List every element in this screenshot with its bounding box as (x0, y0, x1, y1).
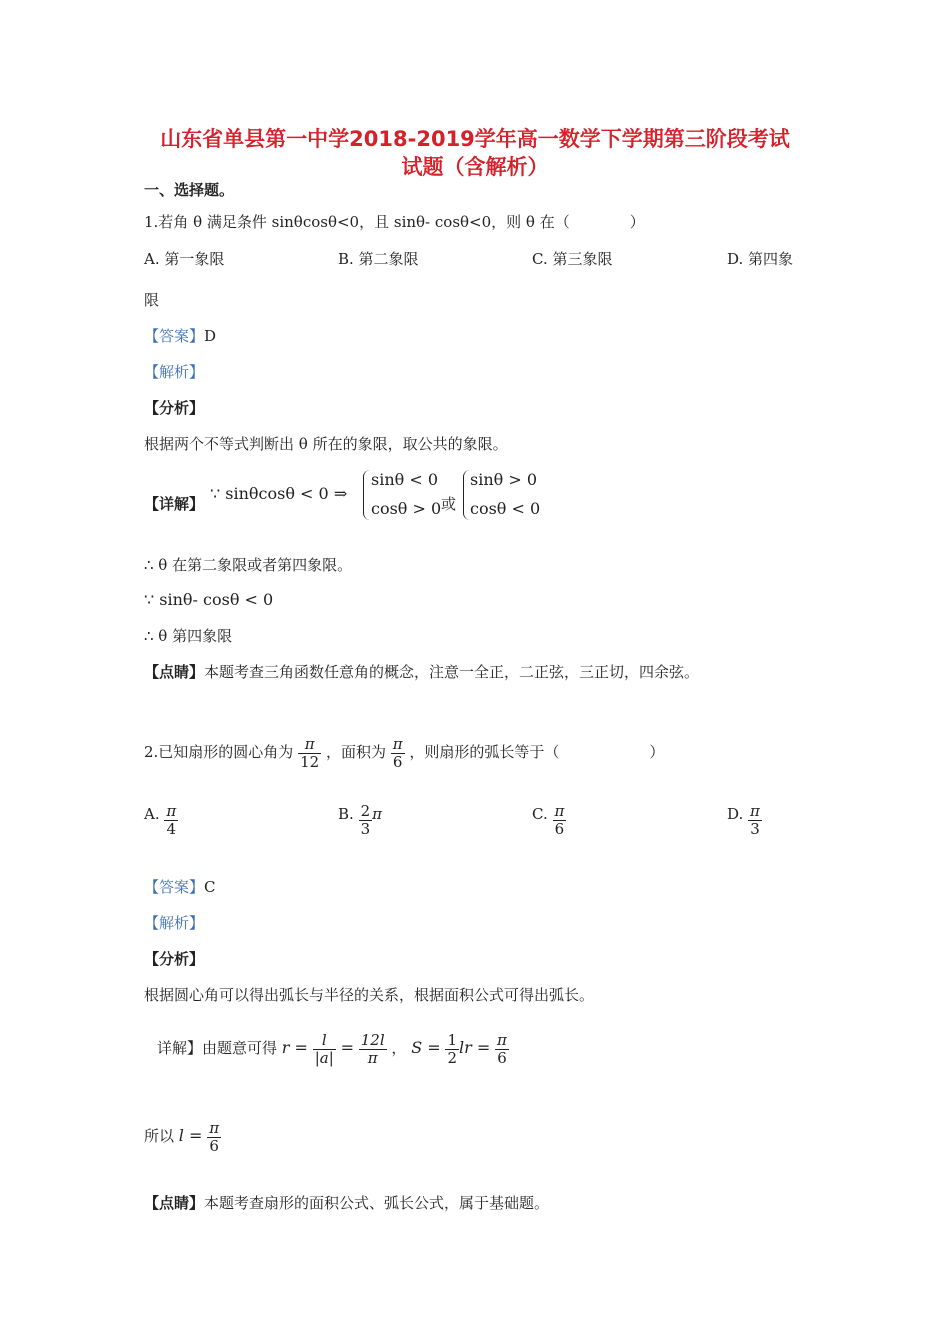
q1-case2-line2: cosθ < 0 (470, 499, 541, 518)
q2-detail-label: 详解】由题意可得 (157, 1039, 278, 1057)
comment-label: 【点睛】 (144, 1194, 205, 1212)
q1-case2-line1: sinθ > 0 (470, 470, 538, 489)
q1-case2-brace (463, 470, 470, 520)
q1-case1-line1: sinθ < 0 (371, 470, 439, 489)
q1-option-d: D. 第四象 (727, 250, 794, 268)
q2-option-d: D. $\frac{\pi}{3}$ (727, 802, 760, 838)
q2-area-fraction: $\frac{\pi}{6}$ (392, 734, 403, 771)
doc-title-line2: 试题（含解析） (401, 155, 549, 179)
q1-or-text: 或 (441, 495, 457, 513)
q2-detail-frac4: $\frac{\pi}{6}$ (497, 1030, 507, 1067)
q2-fenxi-label: 【分析】 (144, 950, 205, 968)
q2-detail-frac2: $\frac{12l}{\pi}$ (360, 1030, 385, 1067)
answer-label: 【答案】 (144, 878, 205, 896)
q2-option-c: C. $\frac{\pi}{6}$ (532, 802, 565, 838)
q1-case1-line2: cosθ > 0 (371, 499, 442, 518)
q1-option-c: C. 第三象限 (532, 250, 613, 268)
q2-detail-frac1: $\frac{l}{|a|}$ (314, 1030, 334, 1067)
q2-conclusion-frac: $\frac{\pi}{6}$ (209, 1118, 220, 1155)
comment-text: 本题考查三角函数任意角的概念，注意一全正，二正弦，三正切，四余弦。 (204, 663, 700, 681)
q2-fenxi-text: 根据圆心角可以得出弧长与半径的关系，根据面积公式可得出弧长。 (144, 986, 595, 1004)
answer-value: D (204, 327, 217, 345)
q1-step3: ∴ θ 第四象限 (144, 627, 233, 645)
q2-analysis-label: 【解析】 (144, 914, 205, 932)
q2-angle-fraction: $\frac{\pi}{12}$ (300, 734, 320, 771)
q2-answer (144, 877, 216, 897)
q2-conclusion: 所以 l = $\frac{\pi}{6}$ (144, 1118, 220, 1155)
q2-detail-frac3: $\frac{1}{2}$ (447, 1030, 457, 1067)
q1-step2: ∵ sinθ- cosθ < 0 (144, 590, 274, 609)
q2-stem-mid: ，面积为 (325, 743, 386, 761)
q2-stem-prefix: 2.已知扇形的圆心角为 (144, 743, 294, 761)
q1-case1-brace (363, 470, 370, 520)
q1-stem: 1.若角 θ 满足条件 sinθcosθ<0，且 sinθ- cosθ<0，则 θ 在（ ） (144, 213, 645, 231)
doc-title-line1: 山东省单县第一中学2018-2019学年高一数学下学期第三阶段考试 (160, 127, 790, 151)
q1-option-b: B. 第二象限 (338, 250, 419, 268)
q2-stem-suffix: ，则扇形的弧长等于（ ） (409, 743, 665, 761)
q1-fenxi-label: 【分析】 (144, 399, 205, 417)
answer-label: 【答案】 (144, 327, 205, 345)
q1-fenxi-text: 根据两个不等式判断出 θ 所在的象限，取公共的象限。 (144, 435, 508, 453)
q2-detail: 详解】由题意可得 r = $\frac{l}{|a|}$ = $\frac{12l}{\pi}$ ， S = $\frac{1}{2}$ lr = $\frac{\pi}{6}$ (157, 1030, 507, 1067)
q1-analysis-label: 【解析】 (144, 363, 205, 381)
q2-stem (144, 728, 664, 776)
q1-comment (144, 662, 699, 682)
comment-text: 本题考查扇形的面积公式、弧长公式，属于基础题。 (204, 1194, 550, 1212)
q1-step1: ∴ θ 在第二象限或者第四象限。 (144, 556, 353, 574)
q1-answer (144, 326, 216, 346)
section-heading: 一、选择题。 (144, 181, 235, 199)
q2-option-b: B. $\frac{2}{3}$ π (338, 802, 382, 838)
answer-value: C (204, 878, 216, 896)
q1-option-a: A. 第一象限 (144, 250, 225, 268)
q1-option-d-wrap: 限 (144, 291, 160, 309)
q2-option-a: A. $\frac{\pi}{4}$ (144, 802, 177, 838)
comment-label: 【点睛】 (144, 663, 205, 681)
q2-comment (144, 1193, 549, 1213)
q1-detail-label: 【详解】 (144, 495, 205, 513)
q1-detail-math: ∵ sinθcosθ < 0 ⇒ (210, 484, 348, 503)
